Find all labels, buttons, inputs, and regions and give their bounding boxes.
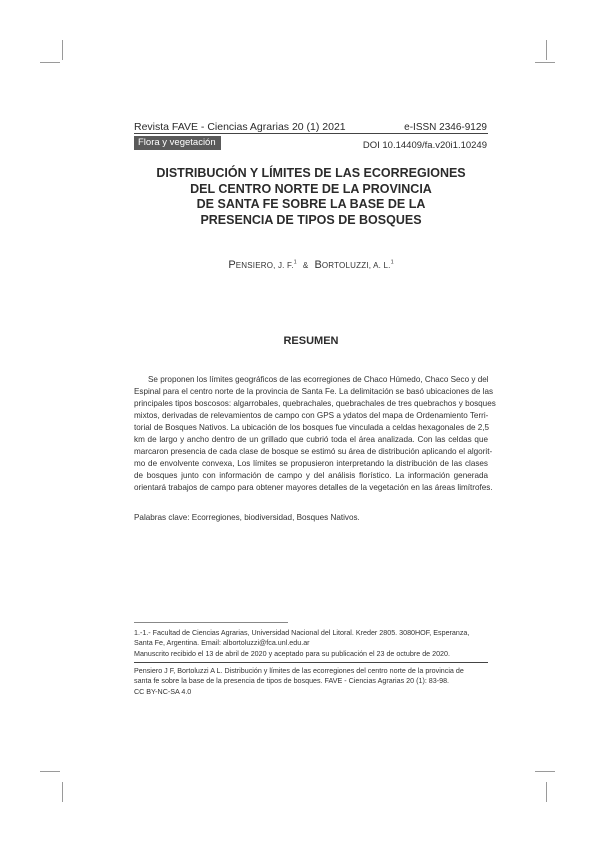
doi: DOI 10.14409/fa.v20i1.10249: [362, 140, 487, 151]
citation-divider: [134, 662, 488, 663]
abstract-line: mixtos, derivadas de relevamientos de campo con GPS a ydatos del mapa de Ordenamiento Terri-: [134, 411, 489, 421]
crop-mark: [40, 771, 60, 772]
citation-line: Pensiero J F, Bortoluzzi A L. Distribución y límites de las ecorregiones del centro norte de la provincia de: [134, 667, 464, 675]
affiliation-footnote: [134, 628, 488, 659]
issn: e-ISSN 2346-9129: [404, 122, 487, 133]
author-2-affiliation: 1: [390, 259, 394, 266]
author-2-given: , A. L.: [368, 261, 391, 270]
author-separator: &: [302, 261, 309, 270]
crop-mark: [535, 771, 555, 772]
citation-block: [134, 666, 488, 697]
author-list: [134, 259, 488, 271]
abstract-line: principales tipos boscosos: algarrobales, quebrachales, quebrachales de tres quebrachos y bosques: [134, 399, 496, 409]
abstract-line: orientará trabajos de campo para obtener mayores detalles de la vegetación en las áreas limítrofes.: [134, 483, 493, 493]
crop-mark: [40, 62, 60, 63]
footnote-line: 1.-1.- Facultad de Ciencias Agrarias, Universidad Nacional del Litoral. Kreder 2805. 3080HOF, Esperanza,: [134, 629, 470, 637]
abstract-body: [134, 374, 496, 494]
abstract-line: mo de envolvente convexa, Los límites se propusieron interpretando la distribución de las clases: [134, 459, 488, 469]
title-line: DISTRIBUCIÓN Y LÍMITES DE LAS ECORREGIONES: [156, 166, 466, 180]
header-divider: [134, 133, 488, 134]
author-1-surname: ENSIERO: [235, 261, 274, 270]
abstract-line: Se proponen los límites geográficos de las ecorregiones de Chaco Húmedo, Chaco Seco y del: [148, 375, 489, 384]
title-line: PRESENCIA DE TIPOS DE BOSQUES: [200, 212, 422, 227]
author-1-given: , J. F.: [273, 261, 294, 270]
article-title: [134, 166, 488, 228]
abstract-line: km de largo y ancho dentro de un grillado que cubrió toda el área analizada. Con las celdas que: [134, 435, 488, 445]
section-badge: Flora y vegetación: [134, 136, 221, 150]
section-heading-resumen: RESUMEN: [283, 335, 339, 347]
abstract-line: torial de Bosques Nativos. La ubicación de los bosques fue vinculada a celdas hexagonales de 2,5: [134, 423, 490, 433]
footnote-line: Santa Fe, Argentina. Email: albortoluzzi@fca.unl.edu.ar: [134, 639, 310, 648]
abstract-line: de bosques junto con información de campo y del análisis florístico. La información generada: [134, 471, 488, 481]
footnote-line: Manuscrito recibido el 13 de abril de 2020 y aceptado para su publicación el 23 de octubre de 2020.: [134, 649, 450, 658]
abstract-line: Espinal para el centro norte de la provincia de Santa Fe. La delimitación se basó ubicaciones de las: [134, 387, 494, 397]
crop-mark: [546, 40, 547, 60]
citation-line: santa fe sobre la base de la presencia de tipos de bosques. FAVE - Ciencias Agrarias 20 (1): 83-98.: [134, 677, 450, 686]
abstract-line: marcaron presencia de cada clase de bosque se estimó su área de distribución aplicando el algorit-: [134, 447, 493, 457]
crop-mark: [62, 40, 63, 60]
title-line: DE SANTA FE SOBRE LA BASE DE LA: [196, 197, 426, 211]
keywords: Palabras clave: Ecorregiones, biodiversidad, Bosques Nativos.: [134, 513, 360, 522]
crop-mark: [535, 62, 555, 63]
journal-name: Revista FAVE - Ciencias Agrarias 20 (1) 2021: [134, 121, 346, 133]
author-1-initial: P: [228, 259, 236, 271]
author-1-affiliation: 1: [293, 259, 297, 266]
footnote-divider: [134, 622, 288, 623]
title-line: DEL CENTRO NORTE DE LA PROVINCIA: [190, 181, 432, 196]
author-2-surname: ORTOLUZZI: [321, 261, 369, 270]
crop-mark: [62, 782, 63, 802]
license-line: CC BY-NC-SA 4.0: [134, 687, 192, 696]
crop-mark: [546, 782, 547, 802]
author-2-initial: B: [314, 259, 322, 271]
